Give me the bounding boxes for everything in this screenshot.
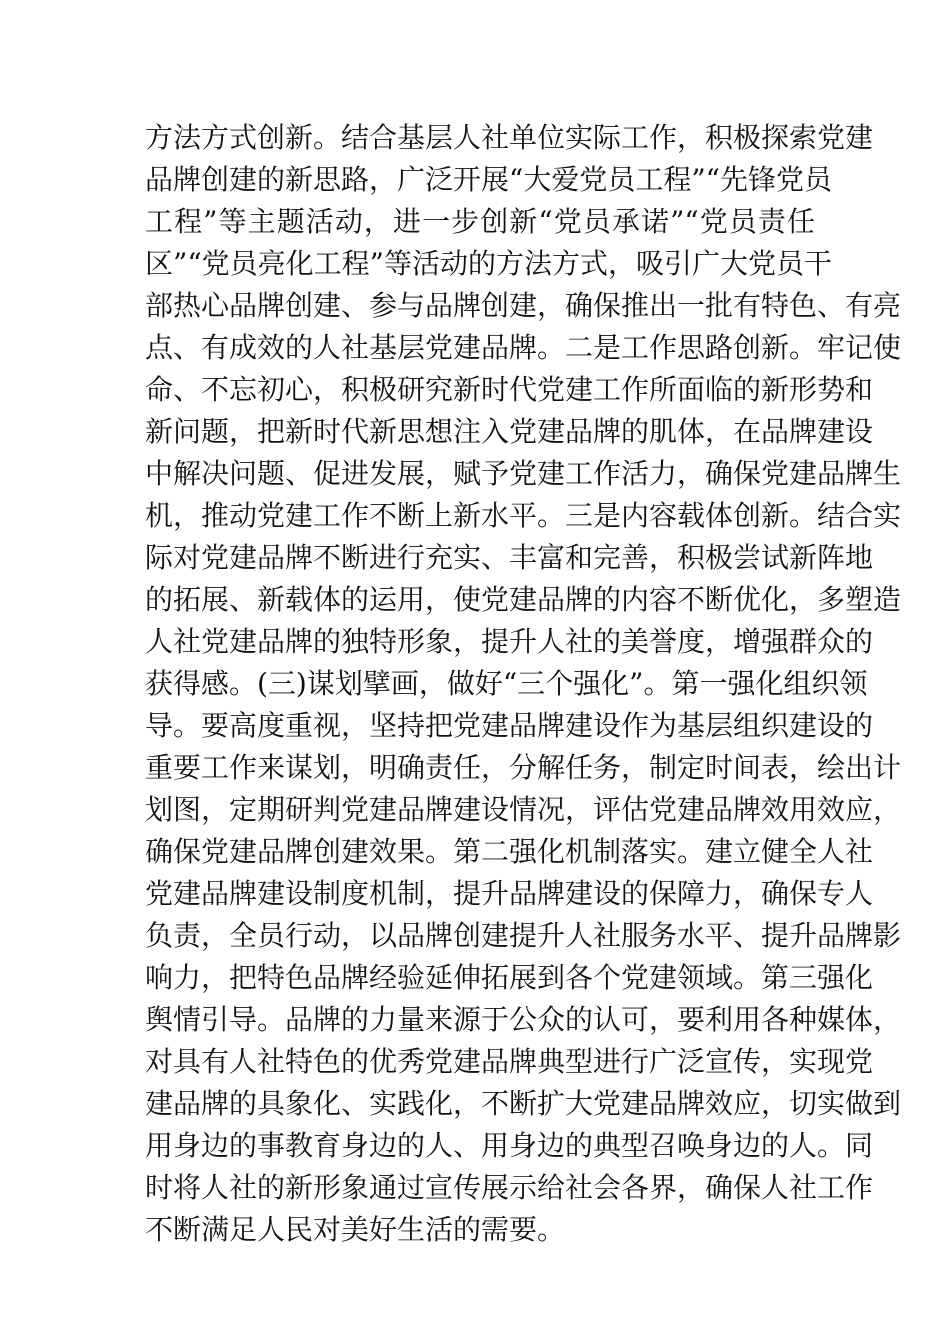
text-line: 的拓展、新载体的运用，使党建品牌的内容不断优化，多塑造 <box>145 583 902 616</box>
text-line: 区”“党员亮化工程”等活动的方法方式，吸引广大党员干 <box>145 247 832 280</box>
text-line: 中解决问题、促进发展，赋予党建工作活力，确保党建品牌生 <box>145 457 902 490</box>
text-line: 新问题，把新时代新思想注入党建品牌的肌体，在品牌建设 <box>145 415 874 448</box>
text-line: 导。要高度重视，坚持把党建品牌建设作为基层组织建设的 <box>145 709 874 742</box>
text-line: 工程”等主题活动，进一步创新“党员承诺”“党员责任 <box>145 205 815 238</box>
text-line: 时将人社的新形象通过宣传展示给社会各界，确保人社工作 <box>145 1171 874 1204</box>
text-line: 命、不忘初心，积极研究新时代党建工作所面临的新形势和 <box>145 373 874 406</box>
text-line: 党建品牌建设制度机制，提升品牌建设的保障力，确保专人 <box>145 877 874 910</box>
text-line: 人社党建品牌的独特形象，提升人社的美誉度，增强群众的 <box>145 625 874 658</box>
text-line: 点、有成效的人社基层党建品牌。二是工作思路创新。牢记使 <box>145 331 902 364</box>
text-line: 负责，全员行动，以品牌创建提升人社服务水平、提升品牌影 <box>145 919 902 952</box>
text-line: 划图，定期研判党建品牌建设情况，评估党建品牌效用效应， <box>145 793 902 826</box>
text-line: 用身边的事教育身边的人、用身边的典型召唤身边的人。同 <box>145 1129 874 1162</box>
text-line: 建品牌的具象化、实践化，不断扩大党建品牌效应，切实做到 <box>145 1087 902 1120</box>
text-line: 获得感。(三)谋划擘画，做好“三个强化”。第一强化组织领 <box>145 667 868 700</box>
text-line: 方法方式创新。结合基层人社单位实际工作，积极探索党建 <box>145 121 874 154</box>
text-line: 部热心品牌创建、参与品牌创建，确保推出一批有特色、有亮 <box>145 289 902 322</box>
text-line: 重要工作来谋划，明确责任，分解任务，制定时间表，绘出计 <box>145 751 902 784</box>
text-line: 机，推动党建工作不断上新水平。三是内容载体创新。结合实 <box>145 499 902 532</box>
text-line: 舆情引导。品牌的力量来源于公众的认可，要利用各种媒体， <box>145 1003 902 1036</box>
text-line: 确保党建品牌创建效果。第二强化机制落实。建立健全人社 <box>145 835 874 868</box>
text-line: 不断满足人民对美好生活的需要。 <box>145 1213 566 1246</box>
text-line: 品牌创建的新思路，广泛开展“大爱党员工程”“先锋党员 <box>145 163 832 196</box>
text-line: 响力，把特色品牌经验延伸拓展到各个党建领域。第三强化 <box>145 961 874 994</box>
text-line: 对具有人社特色的优秀党建品牌典型进行广泛宣传，实现党 <box>145 1045 874 1078</box>
body-paragraph <box>145 117 902 1251</box>
text-line: 际对党建品牌不断进行充实、丰富和完善，积极尝试新阵地 <box>145 541 874 574</box>
